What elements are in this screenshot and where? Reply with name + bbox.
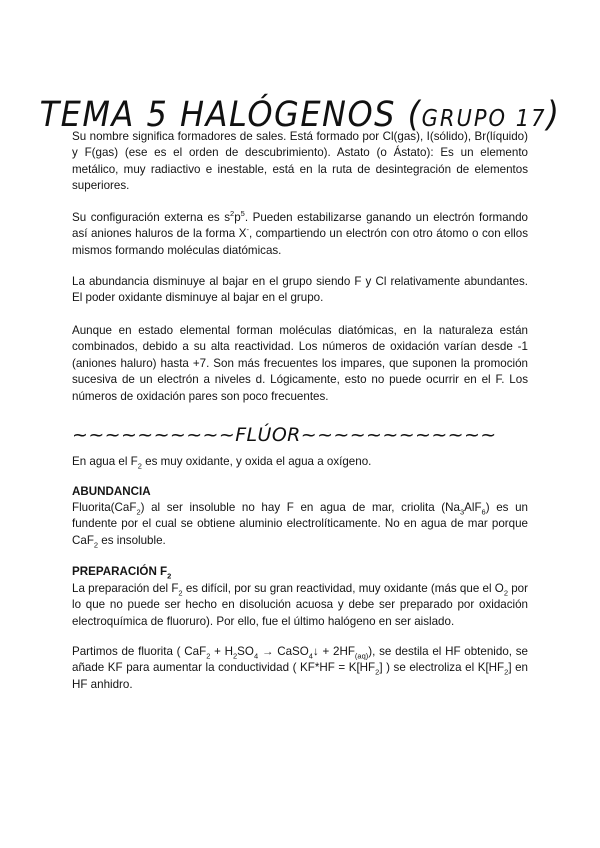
intro-paragraph-3: La abundancia disminuye al bajar en el grupo siendo F y Cl relativamente abundantes. El poder oxidante disminuye al bajar en el grupo.: [72, 275, 528, 305]
abundancia-paragraph: Fluorita(CaF$_2$) al ser insoluble no hay F en agua de mar, criolita $(Na_3AlF_6)$ es un fundente por el cual se obtiene aluminio electrolíticamente. No en agua de mar porque CaF$_2$ es insoluble.: [72, 501, 528, 550]
title-group: GRUPO 17: [421, 105, 547, 132]
fluor-section-divider: ~~~~~~~~~~FLÚOR~~~~~~~~~~~~: [72, 424, 497, 446]
fluor-intro: En agua el $F_2$ es muy oxidante, y oxida el agua a oxígeno.: [72, 455, 372, 471]
preparacion-paragraph-2: Partimos de fluorita ( $CaF_2 + H_2SO_4$ → CaSO$_4$↓ + $2HF_{(aq)}$), se destila el HF obtenido, se añade KF para aumentar la conductividad ( $KF*HF = K[HF_2]$ ) se electroliza el $K[HF_2]$ en HF anhidro.: [72, 645, 529, 691]
intro-paragraph-1: Su nombre significa formadores de sales. Está formado por Cl(gas), I(sólido), Br(líquido) y F(gas) (ese es el orden de descubrimiento). Astato (o Ástato): Es un elemento metálico, muy radiactivo e inestable, está en la ruta de desintegración de elementos superiores.: [72, 130, 528, 193]
intro-paragraph-2: Su configuración externa es $s^2p^5$. Pueden estabilizarse ganando un electrón formando así aniones haluros de la forma X-, compartiendo un electrón con otro átomo o con ellos mismos formando moléculas diatómicas.: [72, 209, 529, 257]
preparacion-paragraph-1: La preparación del $F_2$ es difícil, por su gran reactividad, muy oxidante (más que el $O_2$ por lo que no puede ser hecho en disolución acuosa y debe ser preparado por oxidación electroquímica de fluoruro). Por ello, fue el último halógeno en ser aislado.: [72, 582, 528, 628]
intro-paragraph-4: Aunque en estado elemental forman moléculas diatómicas, en la naturaleza están combinados, debido a su alta reactividad. Los números de oxidación varían desde -1 (aniones haluro) hasta +7. Son más frecuentes los impares, que suponen la promoción sucesiva de un electrón a niveles d. Lógicamente, esto no puede ocurrir en el F. Los números de oxidación pares son poco frecuentes.: [72, 324, 528, 403]
page-title: TEMA 5 HALÓGENOS (GRUPO 17): [39, 93, 561, 135]
abundancia-heading: ABUNDANCIA: [72, 485, 151, 498]
preparacion-heading: PREPARACIÓN $F_2$: [72, 565, 172, 581]
